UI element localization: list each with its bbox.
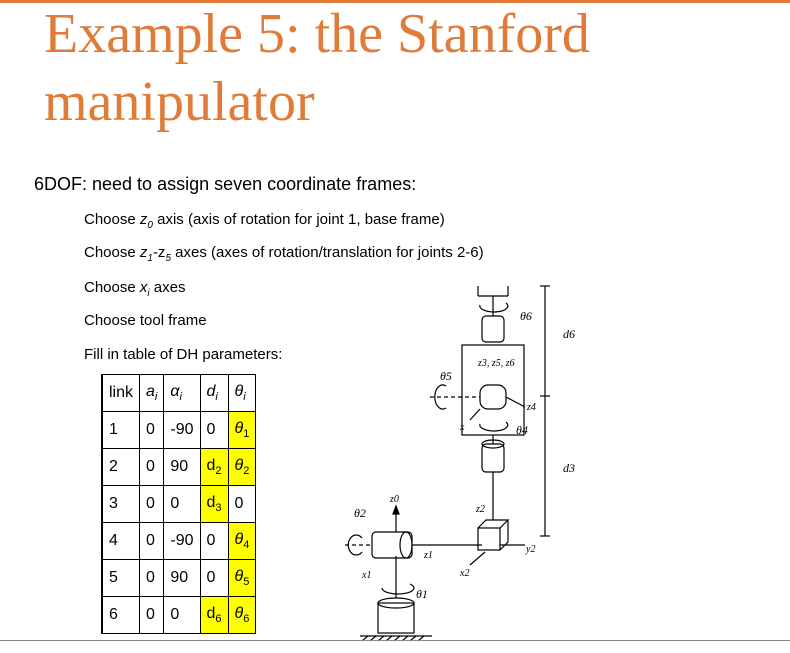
gripper	[478, 286, 508, 296]
x-axis	[470, 409, 480, 420]
cell-link: 5	[102, 560, 140, 597]
label-z0: z0	[390, 494, 399, 505]
cell-a: 0	[140, 560, 164, 597]
footer-divider	[0, 640, 790, 641]
label-z2: z2	[476, 504, 485, 515]
cell-theta: $\theta_5$	[228, 560, 256, 597]
cell-alpha: 0	[164, 597, 200, 634]
header-d: $d_i$	[200, 375, 228, 412]
cell-d: $d_2$	[200, 449, 228, 486]
label-x: x	[460, 422, 465, 433]
label-y2: y2	[526, 544, 536, 555]
header-theta: $\theta_i$	[228, 375, 256, 412]
rotation-arrow-theta6	[480, 303, 508, 312]
cell-link: 2	[102, 449, 140, 486]
cell-a: 0	[140, 412, 164, 449]
bullet-choose-z1-z5: Choose $z_1-z_5$ axes (axes of rotation/translation for joints 2-6)	[84, 244, 484, 264]
joint2-body	[372, 532, 412, 558]
label-x1: x1	[362, 570, 372, 581]
lead-text: 6DOF: need to assign seven coordinate frames:	[34, 174, 417, 194]
cell-alpha: -90	[164, 523, 200, 560]
label-theta6: θ6	[520, 309, 532, 323]
cell-link: 1	[102, 412, 140, 449]
cell-d: $d_6$	[200, 597, 228, 634]
cell-theta: 0	[228, 486, 256, 523]
cell-a: 0	[140, 449, 164, 486]
label-theta1: θ1	[416, 587, 428, 601]
cell-d: 0	[200, 523, 228, 560]
title-line-2: manipulator	[44, 71, 315, 133]
joint6-body	[482, 316, 504, 342]
cell-alpha: -90	[164, 412, 200, 449]
joint3-box	[478, 528, 500, 550]
label-theta2: θ2	[354, 506, 366, 520]
label-z345: z3, z5, z6	[478, 358, 515, 369]
label-x2: x2	[460, 568, 470, 579]
label-d6: d6	[563, 327, 575, 341]
label-theta5: θ5	[440, 369, 452, 383]
cell-alpha: 0	[164, 486, 200, 523]
cell-link: 4	[102, 523, 140, 560]
cell-alpha: 90	[164, 560, 200, 597]
cell-alpha: 90	[164, 449, 200, 486]
cell-theta: $\theta_1$	[228, 412, 256, 449]
cell-d: 0	[200, 412, 228, 449]
cell-link: 3	[102, 486, 140, 523]
cell-theta: $\theta_6$	[228, 597, 256, 634]
cell-theta: $\theta_2$	[228, 449, 256, 486]
x2-axis	[470, 552, 485, 565]
label-z1: z1	[424, 550, 433, 561]
label-z4: z4	[527, 402, 536, 413]
cell-a: 0	[140, 486, 164, 523]
header-alpha: $\alpha_i$	[164, 375, 200, 412]
label-theta4: θ4	[516, 423, 528, 437]
cell-a: 0	[140, 523, 164, 560]
cell-d: 0	[200, 560, 228, 597]
label-d3: d3	[563, 461, 575, 475]
title-line-1: Example 5: the Stanford	[44, 3, 590, 65]
bullet-dh-table: Fill in table of DH parameters:	[84, 346, 283, 363]
rotation-arrow-theta1	[382, 584, 414, 594]
cell-theta: $\theta_4$	[228, 523, 256, 560]
rotation-arrow-theta4	[480, 422, 508, 431]
bullet-choose-xi: Choose $x_i$ axes	[84, 279, 186, 299]
bullet-choose-z0: Choose $z_0$ axis (axis of rotation for joint 1, base frame)	[84, 211, 445, 231]
header-a: $a_i$	[140, 375, 164, 412]
cell-d: $d_3$	[200, 486, 228, 523]
cell-a: 0	[140, 597, 164, 634]
bullet-tool-frame: Choose tool frame	[84, 312, 207, 329]
cell-link: 6	[102, 597, 140, 634]
joint2-end	[400, 532, 412, 558]
header-link: link	[102, 375, 140, 412]
z4-axis	[506, 397, 525, 407]
joint5-body	[480, 385, 506, 409]
